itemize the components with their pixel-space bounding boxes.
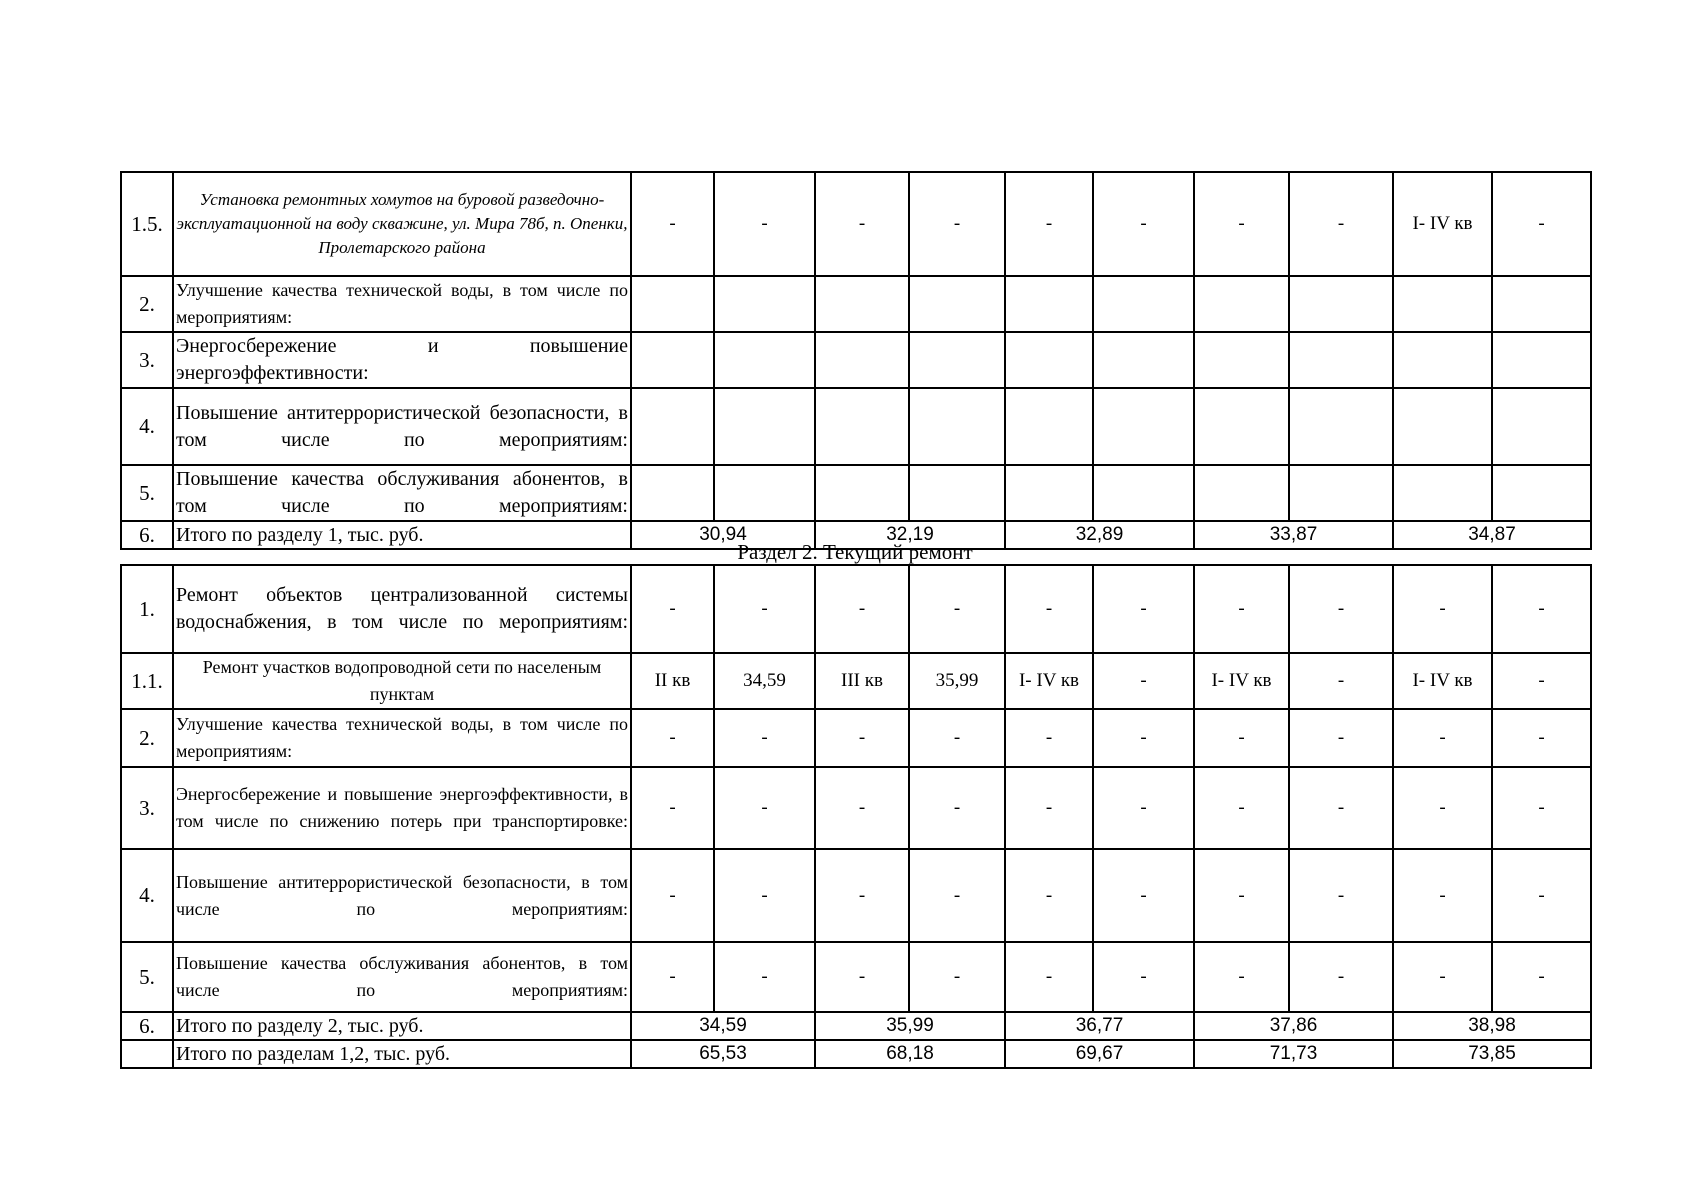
row-description: Повышение качества обслуживания абонентов, в том числе по мероприятиям: bbox=[173, 942, 631, 1012]
cell-value: - bbox=[714, 767, 815, 849]
cell-value: - bbox=[1393, 942, 1492, 1012]
cell-value: - bbox=[1492, 172, 1591, 276]
cell-value bbox=[631, 465, 714, 521]
table-row-total bbox=[121, 1012, 1591, 1040]
cell-value bbox=[1005, 465, 1093, 521]
cell-value: - bbox=[1289, 653, 1393, 709]
row-description: Повышение антитеррористической безопасности, в том числе по мероприятиям: bbox=[173, 388, 631, 465]
table-row bbox=[121, 276, 1591, 332]
cell-value bbox=[714, 276, 815, 332]
total-value: 32,19 bbox=[815, 521, 1005, 549]
cell-value: - bbox=[1005, 709, 1093, 767]
table-row bbox=[121, 767, 1591, 849]
cell-value bbox=[1393, 388, 1492, 465]
cell-value: - bbox=[1393, 767, 1492, 849]
cell-value: - bbox=[1093, 565, 1194, 653]
table-row bbox=[121, 849, 1591, 942]
cell-value bbox=[714, 332, 815, 388]
table-row bbox=[121, 465, 1591, 521]
cell-value: - bbox=[909, 849, 1005, 942]
cell-value bbox=[1093, 388, 1194, 465]
cell-value bbox=[1289, 276, 1393, 332]
table-row bbox=[121, 332, 1591, 388]
cell-value bbox=[1393, 276, 1492, 332]
grand-total-value: 73,85 bbox=[1393, 1040, 1591, 1068]
table-row bbox=[121, 653, 1591, 709]
cell-value: - bbox=[1005, 849, 1093, 942]
cell-value bbox=[1194, 388, 1289, 465]
cell-value: - bbox=[1194, 709, 1289, 767]
table-row bbox=[121, 172, 1591, 276]
cell-value bbox=[815, 388, 909, 465]
cell-value: - bbox=[815, 767, 909, 849]
cell-value: - bbox=[815, 942, 909, 1012]
cell-value: II кв bbox=[631, 653, 714, 709]
total-value: 36,77 bbox=[1005, 1012, 1194, 1040]
cell-value: - bbox=[631, 565, 714, 653]
cell-value: - bbox=[1093, 653, 1194, 709]
row-number: 3. bbox=[121, 767, 173, 849]
cell-value: - bbox=[1194, 942, 1289, 1012]
table-row bbox=[121, 942, 1591, 1012]
cell-value: I- IV кв bbox=[1393, 653, 1492, 709]
cell-value: 34,59 bbox=[714, 653, 815, 709]
row-description: Улучшение качества технической воды, в том числе по мероприятиям: bbox=[173, 709, 631, 767]
grand-total-value: 69,67 bbox=[1005, 1040, 1194, 1068]
cell-value: - bbox=[909, 172, 1005, 276]
cell-value: - bbox=[1005, 172, 1093, 276]
cell-value: - bbox=[1194, 172, 1289, 276]
cell-value bbox=[1289, 388, 1393, 465]
cell-value: - bbox=[1393, 709, 1492, 767]
cell-value: - bbox=[1005, 767, 1093, 849]
row-number: 3. bbox=[121, 332, 173, 388]
cell-value: - bbox=[1194, 849, 1289, 942]
cell-value: - bbox=[1393, 849, 1492, 942]
row-description: Улучшение качества технической воды, в том числе по мероприятиям: bbox=[173, 276, 631, 332]
row-number: 4. bbox=[121, 849, 173, 942]
cell-value: - bbox=[1093, 942, 1194, 1012]
cell-value bbox=[909, 276, 1005, 332]
cell-value: - bbox=[1289, 172, 1393, 276]
row-number: 2. bbox=[121, 709, 173, 767]
cell-value: - bbox=[1393, 565, 1492, 653]
row-number: 1.5. bbox=[121, 172, 173, 276]
row-description: Ремонт объектов централизованной системы водоснабжения, в том числе по мероприятиям: bbox=[173, 565, 631, 653]
cell-value bbox=[631, 388, 714, 465]
cell-value bbox=[1194, 465, 1289, 521]
cell-value: - bbox=[1194, 767, 1289, 849]
row-description: Ремонт участков водопроводной сети по населеным пунктам bbox=[173, 653, 631, 709]
cell-value bbox=[1093, 332, 1194, 388]
row-description: Энергосбережение и повышение энергоэффективности, в том числе по снижению потерь при транспортировке: bbox=[173, 767, 631, 849]
cell-value: - bbox=[1289, 942, 1393, 1012]
cell-value: I- IV кв bbox=[1194, 653, 1289, 709]
cell-value: - bbox=[1492, 709, 1591, 767]
cell-value: - bbox=[1492, 849, 1591, 942]
cell-value: - bbox=[1289, 849, 1393, 942]
section2-table bbox=[120, 564, 1592, 1069]
total-value: 32,89 bbox=[1005, 521, 1194, 549]
cell-value: - bbox=[1492, 942, 1591, 1012]
row-number: 2. bbox=[121, 276, 173, 332]
cell-value: - bbox=[1093, 709, 1194, 767]
cell-value: - bbox=[909, 767, 1005, 849]
cell-value: - bbox=[714, 172, 815, 276]
table-row bbox=[121, 565, 1591, 653]
cell-value: - bbox=[815, 709, 909, 767]
cell-value bbox=[1194, 332, 1289, 388]
cell-value: - bbox=[1492, 653, 1591, 709]
total-value: 33,87 bbox=[1194, 521, 1393, 549]
row-number: 1. bbox=[121, 565, 173, 653]
cell-value: - bbox=[909, 565, 1005, 653]
cell-value bbox=[1093, 276, 1194, 332]
cell-value bbox=[631, 332, 714, 388]
cell-value bbox=[1393, 465, 1492, 521]
total-value: 30,94 bbox=[631, 521, 815, 549]
row-number: 4. bbox=[121, 388, 173, 465]
cell-value bbox=[1093, 465, 1194, 521]
total-value: 34,87 bbox=[1393, 521, 1591, 549]
row-number: 5. bbox=[121, 942, 173, 1012]
cell-value bbox=[909, 332, 1005, 388]
total-value: 35,99 bbox=[815, 1012, 1005, 1040]
grand-total-value: 65,53 bbox=[631, 1040, 815, 1068]
cell-value bbox=[1005, 332, 1093, 388]
cell-value: - bbox=[631, 767, 714, 849]
cell-value: - bbox=[1093, 172, 1194, 276]
table-row bbox=[121, 709, 1591, 767]
cell-value bbox=[1194, 276, 1289, 332]
cell-value: - bbox=[815, 849, 909, 942]
cell-value bbox=[1492, 465, 1591, 521]
cell-value bbox=[714, 388, 815, 465]
cell-value: - bbox=[631, 942, 714, 1012]
row-number: 6. bbox=[121, 521, 173, 549]
row-description: Энергосбережение и повышение энергоэффективности: bbox=[173, 332, 631, 388]
cell-value: - bbox=[631, 849, 714, 942]
cell-value: - bbox=[714, 565, 815, 653]
cell-value: I- IV кв bbox=[1393, 172, 1492, 276]
cell-value bbox=[815, 465, 909, 521]
row-description: Установка ремонтных хомутов на буровой разведочно-эксплуатационной на воду скважине, ул. Мира 78б, п. Опенки, Пролетарского района bbox=[173, 172, 631, 276]
section1-table bbox=[120, 171, 1592, 550]
cell-value bbox=[1005, 276, 1093, 332]
cell-value: - bbox=[1289, 767, 1393, 849]
cell-value: - bbox=[1492, 565, 1591, 653]
grand-total-value: 71,73 bbox=[1194, 1040, 1393, 1068]
row-number: 1.1. bbox=[121, 653, 173, 709]
row-number: 5. bbox=[121, 465, 173, 521]
grand-total-label: Итого по разделам 1,2, тыс. руб. bbox=[173, 1040, 631, 1068]
cell-value: - bbox=[1093, 849, 1194, 942]
cell-value bbox=[1492, 332, 1591, 388]
cell-value bbox=[631, 276, 714, 332]
cell-value: I- IV кв bbox=[1005, 653, 1093, 709]
cell-value: - bbox=[1492, 767, 1591, 849]
cell-value: - bbox=[1289, 709, 1393, 767]
cell-value bbox=[1492, 276, 1591, 332]
cell-value: - bbox=[1093, 767, 1194, 849]
cell-value: - bbox=[714, 942, 815, 1012]
cell-value: - bbox=[1005, 565, 1093, 653]
cell-value bbox=[1289, 465, 1393, 521]
cell-value: - bbox=[1005, 942, 1093, 1012]
cell-value bbox=[714, 465, 815, 521]
total-label: Итого по разделу 1, тыс. руб. bbox=[173, 521, 631, 549]
cell-value: - bbox=[714, 709, 815, 767]
total-value: 38,98 bbox=[1393, 1012, 1591, 1040]
total-label: Итого по разделу 2, тыс. руб. bbox=[173, 1012, 631, 1040]
cell-value: III кв bbox=[815, 653, 909, 709]
total-value: 34,59 bbox=[631, 1012, 815, 1040]
cell-value bbox=[1492, 388, 1591, 465]
cell-value bbox=[1289, 332, 1393, 388]
cell-value bbox=[815, 332, 909, 388]
cell-value bbox=[815, 276, 909, 332]
cell-value bbox=[1393, 332, 1492, 388]
cell-value: - bbox=[815, 565, 909, 653]
row-description: Повышение антитеррористической безопасности, в том числе по мероприятиям: bbox=[173, 849, 631, 942]
table-row-grand-total bbox=[121, 1040, 1591, 1068]
cell-value: - bbox=[631, 709, 714, 767]
cell-value: - bbox=[714, 849, 815, 942]
cell-value: - bbox=[815, 172, 909, 276]
cell-value bbox=[909, 465, 1005, 521]
total-value: 37,86 bbox=[1194, 1012, 1393, 1040]
table-row bbox=[121, 388, 1591, 465]
row-description: Повышение качества обслуживания абонентов, в том числе по мероприятиям: bbox=[173, 465, 631, 521]
cell-value: - bbox=[909, 942, 1005, 1012]
cell-value: - bbox=[1289, 565, 1393, 653]
cell-value: - bbox=[1194, 565, 1289, 653]
grand-total-value: 68,18 bbox=[815, 1040, 1005, 1068]
row-number bbox=[121, 1040, 173, 1068]
cell-value bbox=[909, 388, 1005, 465]
cell-value: - bbox=[631, 172, 714, 276]
cell-value bbox=[1005, 388, 1093, 465]
cell-value: 35,99 bbox=[909, 653, 1005, 709]
section2-title: Раздел 2. Текущий ремонт bbox=[737, 540, 973, 564]
cell-value: - bbox=[909, 709, 1005, 767]
row-number: 6. bbox=[121, 1012, 173, 1040]
